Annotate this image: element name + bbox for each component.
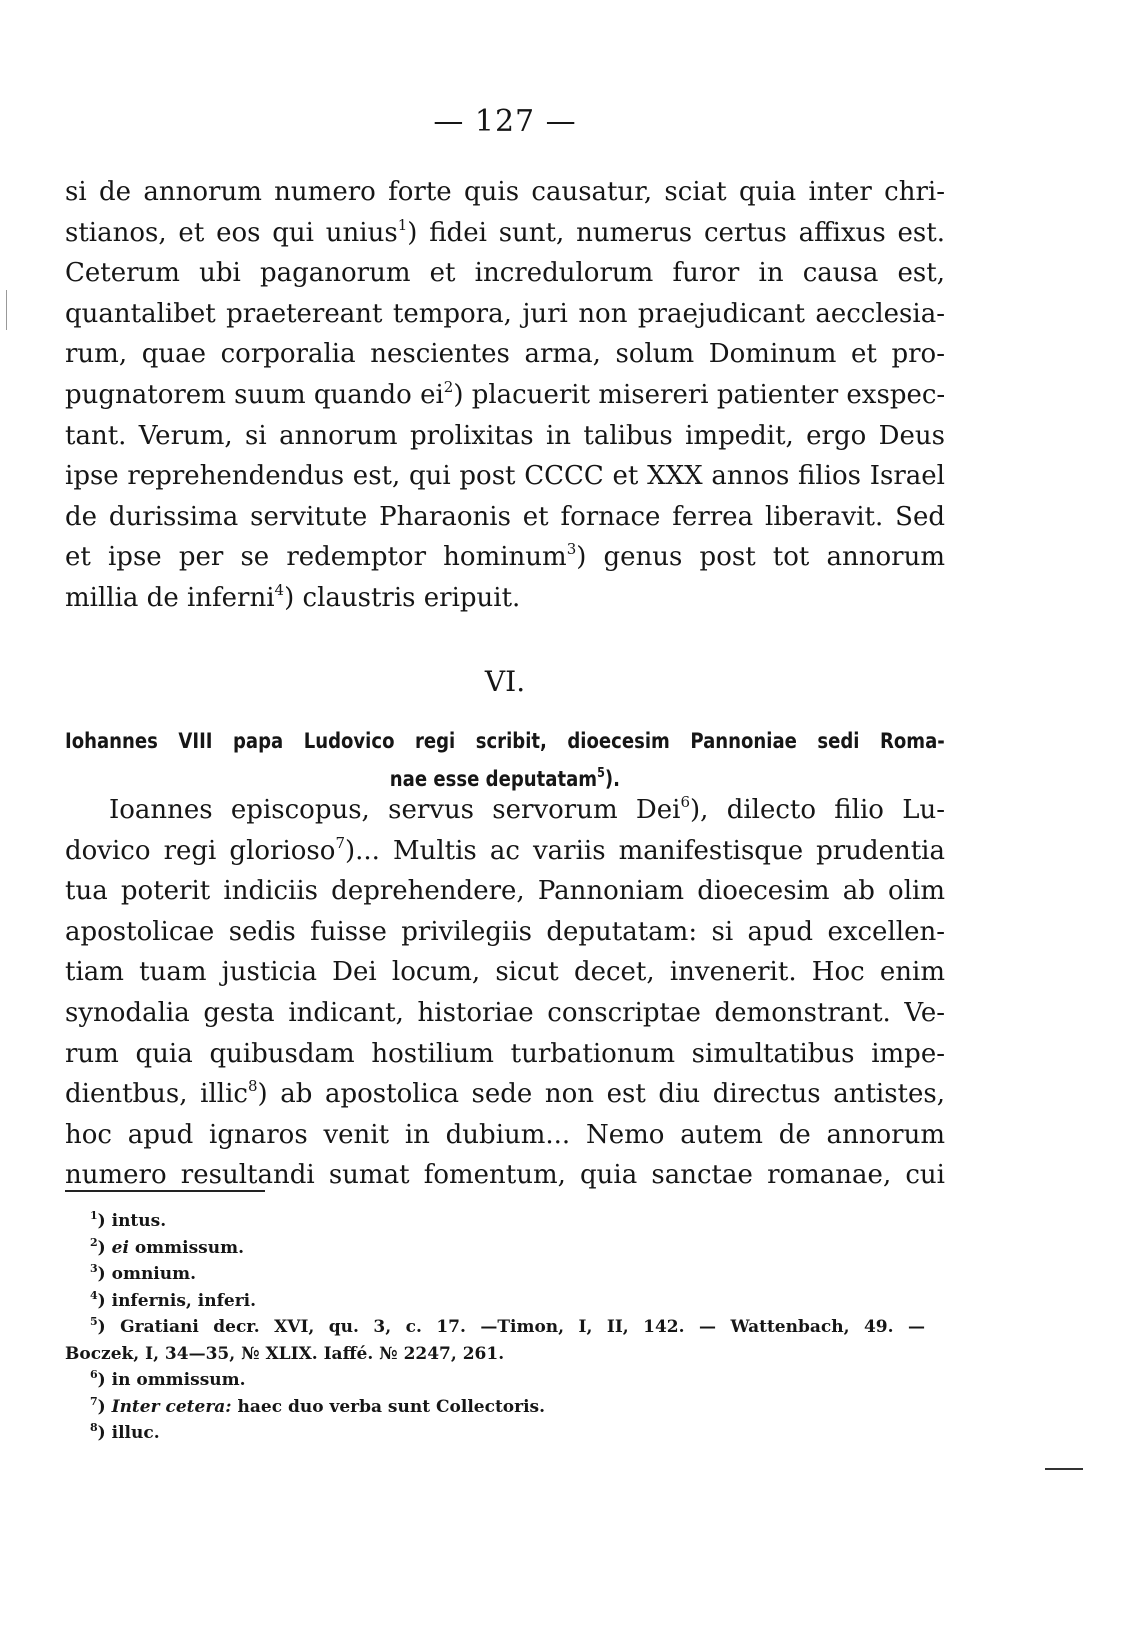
text-line: Ceterum ubi paganorum et incredulorum furor in causa est, xyxy=(65,258,945,289)
text-line: Ioannes episcopus, servus servorum Dei$^6$), dilecto filio Lu- xyxy=(109,793,945,825)
text-line: numero resultandi sumat fomentum, quia sanctae romanae, cui xyxy=(65,1160,945,1191)
text-line: synodalia gesta indicant, historiae conscriptae demonstrant. Ve- xyxy=(65,997,945,1028)
text-line: dientbus, illic$^8$) ab apostolica sede non est diu directus antistes, xyxy=(65,1077,946,1110)
text-line: et ipse per se redemptor hominum$^3$) genus post tot annorum xyxy=(65,540,945,573)
text-line: apostolicae sedis fuisse privilegiis deputatam: si apud excellen- xyxy=(65,916,945,947)
paragraph-1 xyxy=(65,172,945,619)
footnote: $^4$) infernis, inferi. xyxy=(90,1288,257,1311)
text-line: dovico regi glorioso$^7$)... Multis ac variis manifestisque prudentia xyxy=(65,833,946,866)
footnote-ref: 3 xyxy=(566,540,577,559)
footnote-ref: 6 xyxy=(680,793,691,811)
page-number: — 127 — xyxy=(433,104,577,139)
text-line: de durissima servitute Pharaonis et fornace ferrea liberavit. Sed xyxy=(65,501,945,532)
text-line: rum, quae corporalia nescientes arma, solum Dominum et pro- xyxy=(65,339,945,370)
text-line: tiam tuam justicia Dei locum, sicut decet, invenerit. Hoc enim xyxy=(65,957,945,988)
text-line: quantalibet praetereant tempora, juri non praejudicant aecclesia- xyxy=(65,298,945,329)
text-line: tant. Verum, si annorum prolixitas in talibus impedit, ergo Deus xyxy=(65,420,945,451)
text-line: tua poterit indiciis deprehendere, Pannoniam dioecesim ab olim xyxy=(65,876,945,907)
footnote-ref: 5 xyxy=(597,766,605,781)
footnote-divider xyxy=(65,1190,265,1192)
margin-dash-mark xyxy=(1045,1468,1083,1470)
text-line: ipse reprehendendus est, qui post CCCC et XXX annos filios Israel xyxy=(65,461,945,492)
footnote: $^1$) intus. xyxy=(90,1209,167,1231)
footnote-ref: 4 xyxy=(274,580,285,599)
section-title xyxy=(65,722,945,798)
text-line: pugnatorem suum quando $ei^2$) placuerit misereri patienter exspec- xyxy=(65,377,946,410)
footnote-ref: 2 xyxy=(443,377,454,396)
footnote: $^7$) Inter cetera: haec duo verba sunt Collectoris. xyxy=(90,1394,546,1417)
section-number: VI. xyxy=(484,665,526,698)
text-line: stianos, et eos qui unius$^1$) fidei sunt, numerus certus affixus est. xyxy=(65,215,945,248)
footnote: $^2$) ei ommissum. xyxy=(90,1235,245,1258)
footnote-ref: 7 xyxy=(335,833,345,852)
footnote: $^6$) in ommissum. xyxy=(90,1368,246,1390)
footnote-ref: 8 xyxy=(247,1077,258,1096)
scan-margin-mark xyxy=(6,290,7,330)
text-line: rum quia quibusdam hostilium turbationum simultatibus impe- xyxy=(65,1038,945,1069)
footnote-ref: 1 xyxy=(397,215,408,234)
text-line: millia de inferni$^4$) claustris eripuit. xyxy=(65,580,521,613)
footnote: $^3$) omnium. xyxy=(90,1262,197,1284)
footnote-continuation: Boczek, I, 34—35, № XLIX. Iaffé. № 2247, 261. xyxy=(65,1343,505,1364)
section-title-line: Iohannes VIII papa Ludovico regi scribit, dioecesim Pannoniae sedi Roma- xyxy=(65,729,945,753)
footnote: $^8$) illuc. xyxy=(90,1421,160,1443)
section-title-line: nae esse deputatam$^5$). xyxy=(389,766,620,791)
footnotes xyxy=(65,1208,925,1447)
footnote: $^5$) Gratiani decr. XVI, qu. 3, c. 17. —Timon, I, II, 142. — Wattenbach, 49. — xyxy=(90,1315,925,1337)
paragraph-2 xyxy=(65,790,945,1196)
text-line: si de annorum numero forte quis causatur, sciat quia inter chri- xyxy=(65,177,945,207)
text-line: hoc apud ignaros venit in dubium... Nemo autem de annorum xyxy=(65,1119,945,1150)
